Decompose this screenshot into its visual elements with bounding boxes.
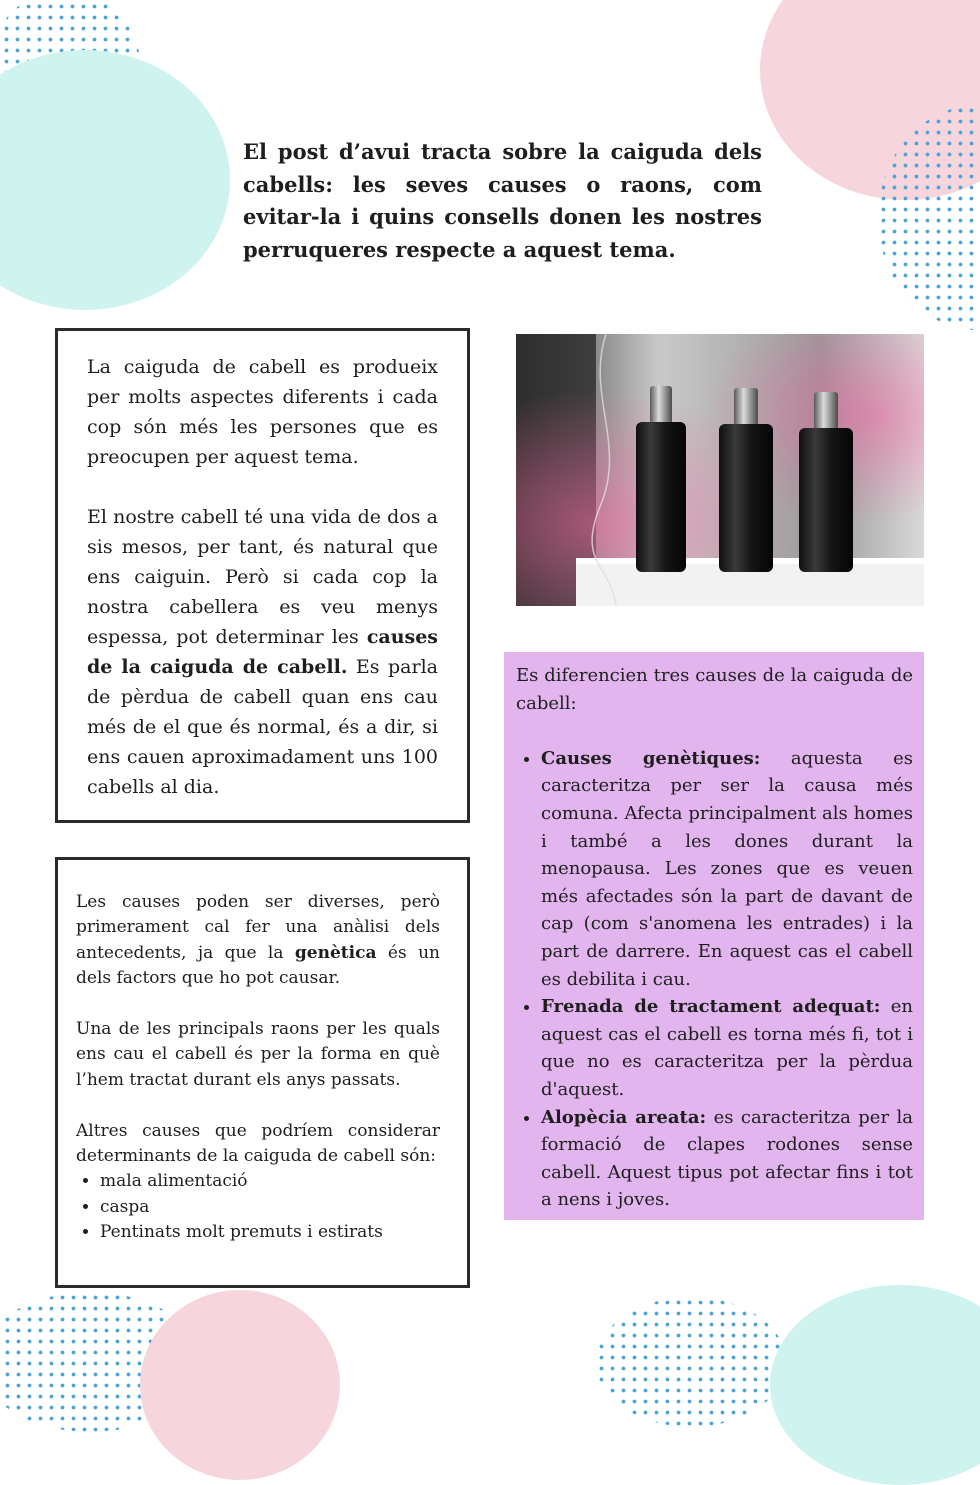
other-causes-list <box>76 1169 440 1245</box>
shampoo-bottles-image <box>516 334 924 606</box>
hair-loss-types-box <box>504 652 924 1220</box>
types-intro: Es diferencien tres causes de la caiguda de cabell: <box>516 665 913 714</box>
list-item: • caspa <box>100 1195 440 1220</box>
mint-circle-top-left <box>0 50 230 310</box>
list-item: • mala alimentació <box>100 1169 440 1194</box>
pink-circle-bottom-left <box>140 1290 340 1480</box>
list-item: • Alopècia areata: es caracteritza per la formació de clapes rodones sense cabell. Aquest tipus pot afectar fins i tot a nens i joves. <box>541 1104 913 1214</box>
box1-paragraph-1: La caiguda de cabell es produeix per molts aspectes diferents i cada cop són més les persones que es preocupen per aquest tema. <box>87 356 438 468</box>
box2-paragraph-1: Les causes poden ser diverses, però primerament cal fer una anàlisi dels antecedents, ja que la genètica és un dels factors que ho pot causar. <box>76 892 440 989</box>
box1-paragraph-2: El nostre cabell té una vida de dos a sis mesos, per tant, és natural que ens caiguin. Però si cada cop la nostra cabellera es veu menys espessa, pot determinar les causes de la caiguda de cabell. Es parla de pèrdua de cabell quan ens cau més de el que és normal, és a dir, si ens cauen aproximadament uns 100 cabells al dia. <box>87 506 438 798</box>
box2-paragraph-2: Una de les principals raons per les quals ens cau el cabell és per la forma en què l’hem tractat durant els anys passats. <box>76 1019 440 1090</box>
types-list <box>516 745 913 1214</box>
text-box-other-causes <box>55 857 470 1288</box>
product-photo <box>516 334 924 606</box>
intro-text: El post d’avui tracta sobre la caiguda dels cabells: les seves causes o raons, com evitar-la i quins consells donen les nostres perruqueres respecte a aquest tema. <box>243 139 762 262</box>
mint-circle-bottom-right <box>770 1285 980 1485</box>
text-box-causes <box>55 328 470 823</box>
list-item: • Frenada de tractament adequat: en aquest cas el cabell es torna més fi, tot i que no es caracteritza per la pèrdua d'aquest. <box>541 993 913 1103</box>
dot-pattern-bottom-right <box>596 1297 786 1427</box>
list-item: • Causes genètiques: aquesta es caracteritza per ser la causa més comuna. Afecta principalment als homes i també a les dones durant la menopausa. Les zones que es veuen més afectades són la part de davant de cap (com s'anomena les entrades) i la part de darrere. En aquest cas el cabell es debilita i cau. <box>541 745 913 993</box>
list-item: • Pentinats molt premuts i estirats <box>100 1220 440 1245</box>
box2-paragraph-3: Altres causes que podríem considerar determinants de la caiguda de cabell són: <box>76 1120 440 1167</box>
